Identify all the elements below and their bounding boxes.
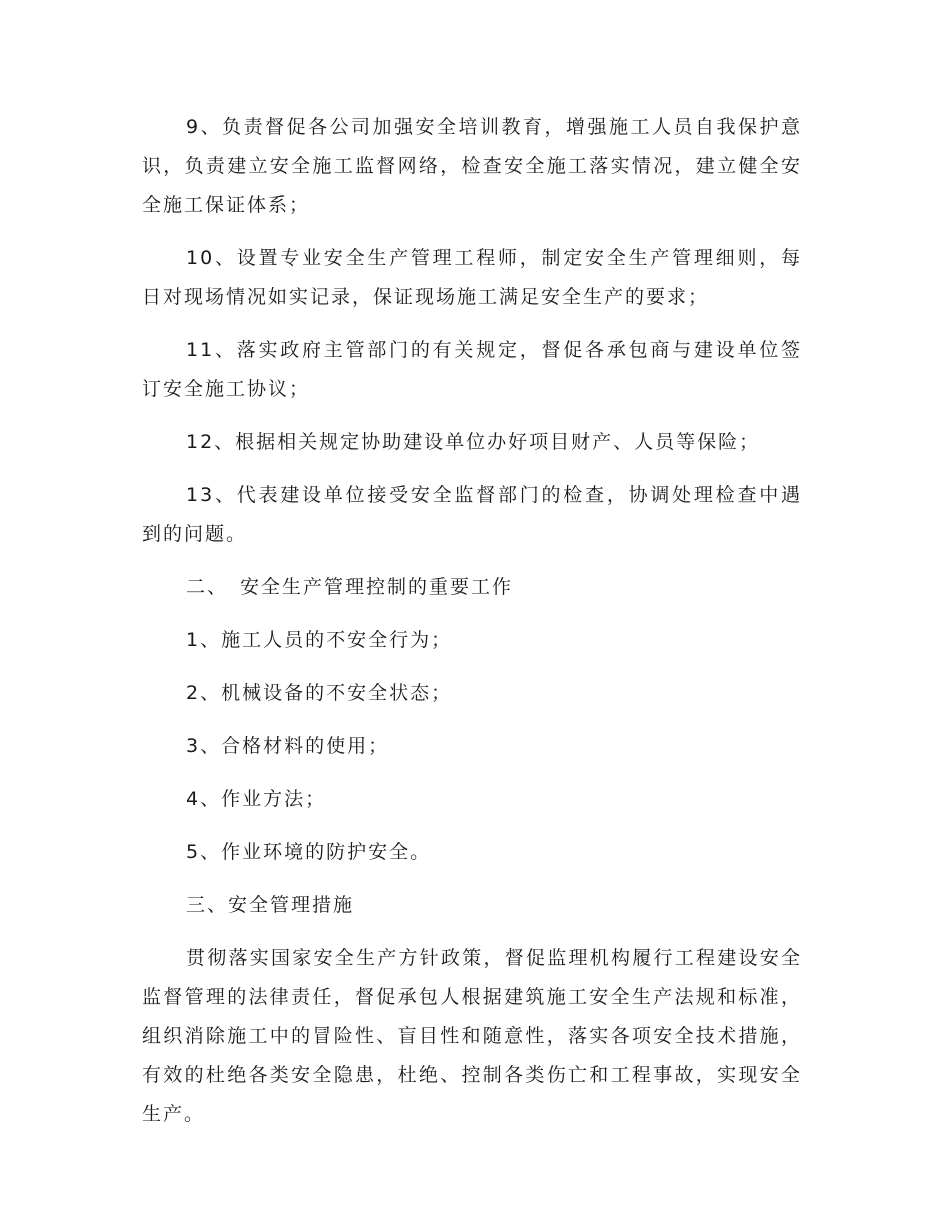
section-3-heading: 三、安全管理措施 <box>186 894 355 916</box>
section-3-paragraph: 贯彻落实国家安全生产方针政策，督促监理机构履行工程建设安全监督管理的法律责任，督促承包人根据建筑施工安全生产法规和标准，组织消除施工中的冒险性、盲目性和随意性，落实各项安全技术措施，有效的杜绝各类安全隐患，杜绝、控制各类伤亡和工程事故，实现安全生产。 <box>142 947 802 1125</box>
paragraph-item-10: 10、设置专业安全生产管理工程师，制定安全生产管理细则，每日对现场情况如实记录，保证现场施工满足安全生产的要求； <box>142 247 802 308</box>
list-item-4: 4、作业方法； <box>186 788 327 810</box>
section-2-heading <box>142 568 802 607</box>
paragraph-item-9: 9、负责督促各公司加强安全培训教育，增强施工人员自我保护意识，负责建立安全施工监督网络，检查安全施工落实情况，建立健全安全施工保证体系； <box>142 116 802 216</box>
section-2-number: 二、 <box>186 576 229 598</box>
list-item-2: 2、机械设备的不安全状态； <box>186 682 453 704</box>
section-2-title: 安全生产管理控制的重要工作 <box>240 576 514 598</box>
document-page <box>142 108 802 1148</box>
paragraph-item-11: 11、落实政府主管部门的有关规定，督促各承包商与建设单位签订安全施工协议； <box>142 339 802 400</box>
paragraph-item-13: 13、代表建设单位接受安全监督部门的检查，协调处理检查中遇到的问题。 <box>142 484 802 545</box>
list-item-1: 1、施工人员的不安全行为； <box>186 629 453 651</box>
list-item-3: 3、合格材料的使用； <box>186 735 390 757</box>
list-item-5: 5、作业环境的防护安全。 <box>186 841 432 863</box>
paragraph-item-12: 12、根据相关规定协助建设单位办好项目财产、人员等保险； <box>186 431 761 453</box>
